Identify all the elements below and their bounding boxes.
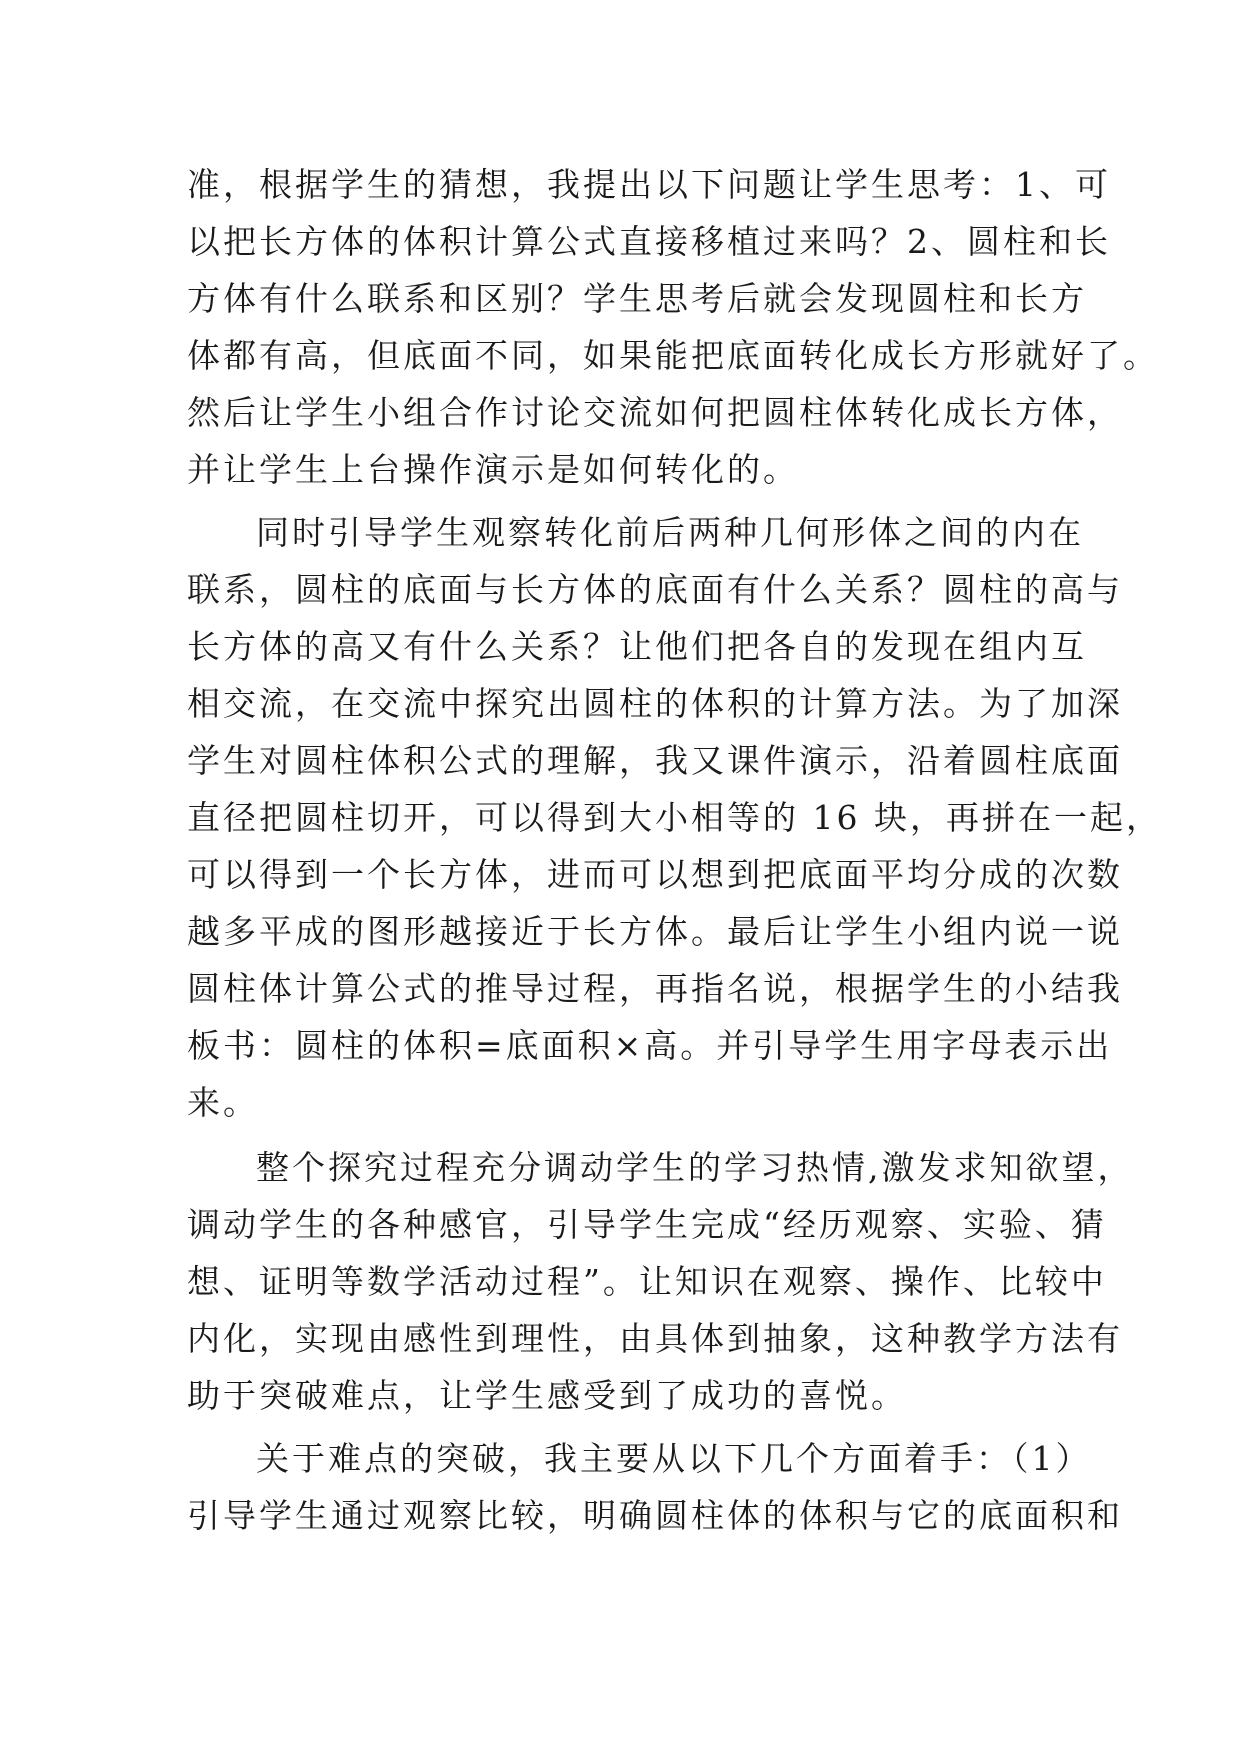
text-line: 内化，实现由感性到理性，由具体到抽象，这种教学方法有 [187, 1319, 1123, 1358]
text-line: 调动学生的各种感官，引导学生完成“经历观察、实验、猜 [187, 1205, 1107, 1244]
text-line: 可以得到一个长方体，进而可以想到把底面平均分成的次数 [187, 855, 1123, 894]
text-line: 直径把圆柱切开，可以得到大小相等的 16 块，再拼在一起， [187, 798, 1162, 837]
text-line: 板书：圆柱的体积=底面积×高。并引导学生用字母表示出 [187, 1026, 1113, 1065]
text-line: 助于突破难点，让学生感受到了成功的喜悦。 [187, 1376, 907, 1415]
text-line: 长方体的高又有什么关系？让他们把各自的发现在组内互 [187, 627, 1087, 666]
text-line: 关于难点的突破，我主要从以下几个方面着手：（1） [256, 1439, 1092, 1478]
text-line: 并让学生上台操作演示是如何转化的。 [187, 450, 799, 489]
text-line: 然后让学生小组合作讨论交流如何把圆柱体转化成长方体， [187, 393, 1123, 432]
text-line: 以把长方体的体积计算公式直接移植过来吗？2、圆柱和长 [187, 222, 1111, 261]
text-line: 引导学生通过观察比较，明确圆柱体的体积与它的底面积和 [187, 1496, 1123, 1535]
text-line: 方体有什么联系和区别？学生思考后就会发现圆柱和长方 [187, 279, 1087, 318]
text-line: 相交流，在交流中探究出圆柱的体积的计算方法。为了加深 [187, 684, 1123, 723]
text-line: 想、证明等数学活动过程”。让知识在观察、操作、比较中 [187, 1262, 1107, 1301]
text-line: 体都有高，但底面不同，如果能把底面转化成长方形就好了。 [187, 336, 1159, 375]
text-line: 整个探究过程充分调动学生的学习热情,激发求知欲望， [256, 1148, 1134, 1187]
text-line: 准，根据学生的猜想，我提出以下问题让学生思考：1、可 [187, 165, 1111, 204]
text-line: 学生对圆柱体积公式的理解，我又课件演示，沿着圆柱底面 [187, 741, 1123, 780]
text-line: 越多平成的图形越接近于长方体。最后让学生小组内说一说 [187, 912, 1123, 951]
text-line: 同时引导学生观察转化前后两种几何形体之间的内在 [256, 513, 1084, 552]
text-line: 联系，圆柱的底面与长方体的底面有什么关系？圆柱的高与 [187, 570, 1123, 609]
text-line: 来。 [187, 1083, 259, 1122]
text-line: 圆柱体计算公式的推导过程，再指名说，根据学生的小结我 [187, 969, 1123, 1008]
